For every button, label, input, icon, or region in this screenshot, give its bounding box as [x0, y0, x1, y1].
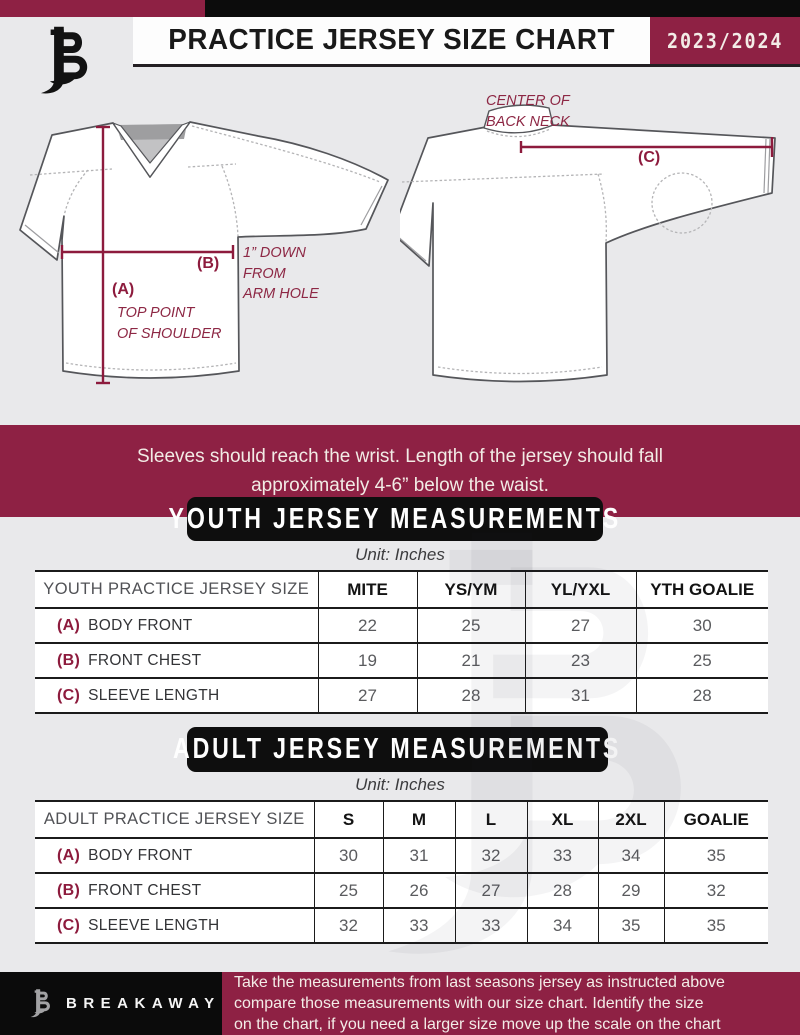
cell-value: 34 [598, 838, 664, 873]
footer [0, 972, 800, 1035]
youth-col-header-goalie: YTH GOALIE [636, 571, 768, 608]
cell-value: 33 [527, 838, 598, 873]
cell-value: 28 [636, 678, 768, 713]
row-name: BODY FRONT [88, 846, 193, 864]
cell-value: 25 [314, 873, 383, 908]
cell-value: 32 [314, 908, 383, 943]
adult-table-header-row [35, 801, 768, 838]
youth-table-header-row [35, 571, 768, 608]
adult-col-header-s: S [314, 801, 383, 838]
youth-col-header-ylyxl: YL/YXL [525, 571, 636, 608]
label-b-line2: FROM [243, 265, 286, 282]
label-a-line2: OF SHOULDER [117, 325, 222, 342]
label-b-note [243, 243, 319, 305]
cell-value: 33 [383, 908, 455, 943]
row-name: SLEEVE LENGTH [88, 686, 220, 704]
cell-value: 25 [636, 643, 768, 678]
row-name: SLEEVE LENGTH [88, 916, 220, 934]
label-c-tag: (C) [638, 149, 661, 166]
breakaway-logo-icon [28, 24, 94, 100]
label-a-tag: (A) [112, 281, 135, 298]
notice-line2: approximately 4-6” below the waist. [251, 475, 549, 496]
cell-value: 29 [598, 873, 664, 908]
label-b-line1: 1” DOWN [243, 245, 306, 261]
row-name: BODY FRONT [88, 616, 193, 634]
cell-value: 27 [455, 873, 527, 908]
footer-line1: Take the measurements from last seasons jersey as instructed above [234, 974, 725, 991]
cell-value: 31 [525, 678, 636, 713]
cell-value: 33 [455, 908, 527, 943]
cell-value: 19 [318, 643, 417, 678]
adult-col-header-m: M [383, 801, 455, 838]
footer-line3: on the chart, if you need a larger size move up the scale on the chart [234, 1016, 721, 1033]
season-label: 2023/2024 [666, 28, 784, 53]
label-b-line3: ARM HOLE [243, 286, 319, 303]
row-key: (C) [57, 916, 81, 934]
adult-col-header-label: ADULT PRACTICE JERSEY SIZE [35, 801, 314, 838]
label-c-line2: BACK NECK [486, 113, 570, 130]
table-row [35, 908, 768, 943]
cell-value: 32 [664, 873, 768, 908]
season-box [650, 17, 800, 64]
cell-value: 21 [417, 643, 525, 678]
label-c-line1: CENTER OF [486, 93, 570, 109]
row-key: (B) [57, 881, 81, 899]
cell-value: 27 [525, 608, 636, 643]
label-a-line1: TOP POINT [117, 305, 195, 321]
table-row [35, 873, 768, 908]
cell-value: 35 [598, 908, 664, 943]
table-row [35, 678, 768, 713]
header-band [133, 17, 800, 67]
youth-size-table [35, 570, 768, 714]
row-name: FRONT CHEST [88, 651, 202, 669]
youth-col-header-ysym: YS/YM [417, 571, 525, 608]
adult-col-header-xl: XL [527, 801, 598, 838]
table-row [35, 608, 768, 643]
row-key: (C) [57, 686, 81, 704]
adult-unit-label: Unit: Inches [355, 775, 445, 794]
cell-value: 23 [525, 643, 636, 678]
cell-value: 35 [664, 908, 768, 943]
footer-brand-name: BREAKAWAY [66, 995, 221, 1012]
youth-section-banner [168, 497, 622, 541]
cell-value: 22 [318, 608, 417, 643]
cell-value: 35 [664, 838, 768, 873]
page-title: PRACTICE JERSEY SIZE CHART [168, 24, 615, 56]
title-box [133, 17, 650, 64]
cell-value: 27 [318, 678, 417, 713]
adult-col-header-2xl: 2XL [598, 801, 664, 838]
youth-col-header-mite: MITE [318, 571, 417, 608]
table-row [35, 838, 768, 873]
table-row [35, 643, 768, 678]
footer-instructions [222, 972, 800, 1035]
adult-size-table [35, 800, 768, 944]
header-maroon-strip [0, 0, 205, 17]
row-key: (A) [57, 616, 81, 634]
youth-unit-label: Unit: Inches [355, 545, 445, 564]
label-c-note [486, 91, 570, 132]
row-key: (A) [57, 846, 81, 864]
cell-value: 32 [455, 838, 527, 873]
cell-value: 28 [527, 873, 598, 908]
row-name: FRONT CHEST [88, 881, 202, 899]
row-key: (B) [57, 651, 81, 669]
footer-brand-box [0, 972, 222, 1035]
back-jersey-diagram [400, 85, 800, 430]
header-black-strip [205, 0, 800, 17]
notice-line1: Sleeves should reach the wrist. Length of the jersey should fall [137, 446, 663, 467]
label-a-note [117, 303, 221, 344]
adult-col-header-l: L [455, 801, 527, 838]
cell-value: 30 [636, 608, 768, 643]
breakaway-logo-small-icon [26, 987, 52, 1021]
youth-col-header-label: YOUTH PRACTICE JERSEY SIZE [35, 571, 318, 608]
adult-section-title: ADULT JERSEY MEASUREMENTS [173, 733, 622, 765]
cell-value: 28 [417, 678, 525, 713]
footer-line2: compare those measurements with our size chart. Identify the size [234, 995, 704, 1012]
adult-section-banner [173, 727, 622, 772]
cell-value: 31 [383, 838, 455, 873]
adult-col-header-goalie: GOALIE [664, 801, 768, 838]
cell-value: 34 [527, 908, 598, 943]
youth-section-title: YOUTH JERSEY MEASUREMENTS [168, 502, 622, 535]
cell-value: 30 [314, 838, 383, 873]
cell-value: 25 [417, 608, 525, 643]
label-b-tag: (B) [197, 255, 220, 272]
cell-value: 26 [383, 873, 455, 908]
